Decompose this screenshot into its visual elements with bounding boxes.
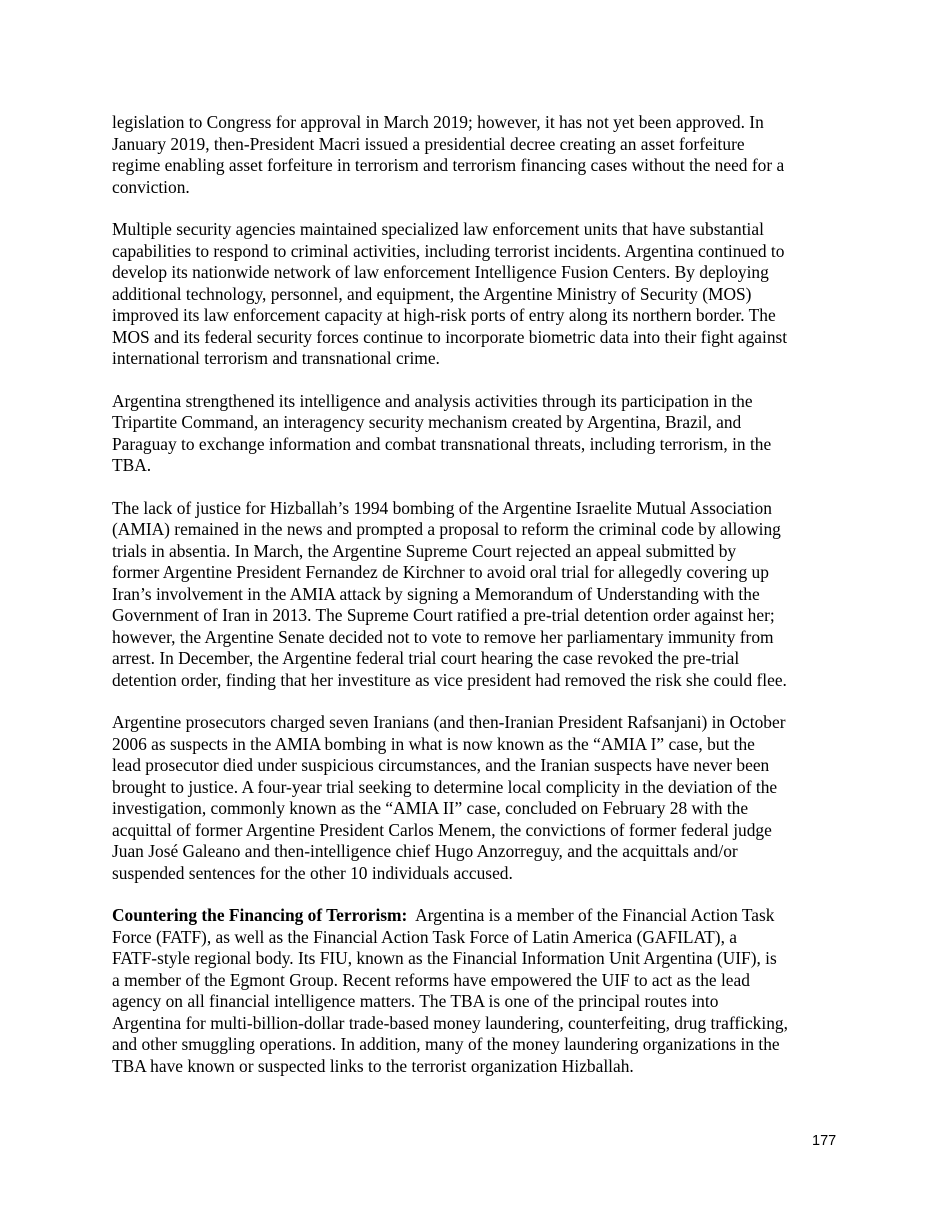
text-line: Argentine prosecutors charged seven Iranians (and then-Iranian President Rafsanjani) in October [112,712,786,732]
text-line: Multiple security agencies maintained specialized law enforcement units that have substantial [112,219,764,239]
paragraph-security-agencies [112,219,840,370]
paragraph-tripartite-command [112,391,840,477]
text-line: acquittal of former Argentine President Carlos Menem, the convictions of former federal judge [112,819,772,840]
text-line: arrest. In December, the Argentine federal trial court hearing the case revoked the pre-trial [112,648,740,668]
paragraph-amia-justice [112,498,840,692]
page-number: 177 [812,1133,837,1149]
text-line: (AMIA) remained in the news and prompted a proposal to reform the criminal code by allowing [112,519,781,539]
text-line: agency on all financial intelligence matters. The TBA is one of the principal routes into [112,991,719,1011]
text-line: Argentina for multi-billion-dollar trade-based money laundering, counterfeiting, drug trafficking, [112,1012,788,1033]
text-line: TBA. [112,455,152,475]
text-line: detention order, finding that her investiture as vice president had removed the risk she could flee. [112,669,787,690]
text-line: Paraguay to exchange information and combat transnational threats, including terrorism, in the [112,433,772,454]
text-line: trials in absentia. In March, the Argentine Supreme Court rejected an appeal submitted by [112,540,737,561]
text-line: The lack of justice for Hizballah’s 1994 bombing of the Argentine Israelite Mutual Association [112,497,772,518]
text-line: legislation to Congress for approval in March 2019; however, it has not yet been approved. In [112,112,764,132]
text-line: international terrorism and transnational crime. [112,348,440,368]
text-line: FATF-style regional body. Its FIU, known as the Financial Information Unit Argentina (UIF), is [112,948,777,968]
text-line: Government of Iran in 2013. The Supreme Court ratified a pre-trial detention order against her; [112,605,775,625]
text-line: improved its law enforcement capacity at high-risk ports of entry along its northern border. The [112,305,776,325]
text-line: Force (FATF), as well as the Financial Action Task Force of Latin America (GAFILAT), a [112,926,738,947]
text-line: lead prosecutor died under suspicious circumstances, and the Iranian suspects have never been [112,755,770,775]
paragraph-asset-forfeiture [112,112,840,198]
text-line [112,905,840,927]
text-line: 2006 as suspects in the AMIA bombing in what is now known as the “AMIA I” case, but the [112,733,755,754]
document-body [112,112,840,1098]
paragraph-countering-financing [112,905,840,1077]
text-line: TBA have known or suspected links to the terrorist organization Hizballah. [112,1055,634,1076]
text-line: conviction. [112,176,190,197]
text-line: Tripartite Command, an interagency security mechanism created by Argentina, Brazil, and [112,412,742,432]
section-heading: Countering the Financing of Terrorism: [112,905,408,925]
text-line: investigation, commonly known as the “AMIA II” case, concluded on February 28 with the [112,798,749,818]
text-line: capabilities to respond to criminal activities, including terrorist incidents. Argentina continued to [112,240,785,261]
text-line: additional technology, personnel, and equipment, the Argentine Ministry of Security (MOS) [112,283,752,304]
text-line: suspended sentences for the other 10 individuals accused. [112,862,513,883]
text-line: regime enabling asset forfeiture in terrorism and terrorism financing cases without the need for a [112,155,785,175]
text-line: MOS and its federal security forces continue to incorporate biometric data into their fight against [112,326,788,347]
text-line: and other smuggling operations. In addition, many of the money laundering organizations in the [112,1034,780,1054]
text-line: January 2019, then-President Macri issued a presidential decree creating an asset forfeiture [112,133,745,154]
text-line: develop its nationwide network of law enforcement Intelligence Fusion Centers. By deploying [112,262,769,282]
text-line: Juan José Galeano and then-intelligence chief Hugo Anzorreguy, and the acquittals and/or [112,841,738,861]
text-line: Iran’s involvement in the AMIA attack by signing a Memorandum of Understanding with the [112,583,760,604]
heading-continuation: Argentina is a member of the Financial Action Task [407,905,775,925]
text-line: brought to justice. A four-year trial seeking to determine local complicity in the deviation of the [112,776,778,797]
text-line: however, the Argentine Senate decided not to vote to remove her parliamentary immunity from [112,626,774,647]
text-line: a member of the Egmont Group. Recent reforms have empowered the UIF to act as the lead [112,969,750,990]
text-line: Argentina strengthened its intelligence and analysis activities through its participation in the [112,390,753,411]
text-line: former Argentine President Fernandez de Kirchner to avoid oral trial for allegedly covering up [112,562,769,582]
paragraph-amia-prosecutors [112,712,840,884]
